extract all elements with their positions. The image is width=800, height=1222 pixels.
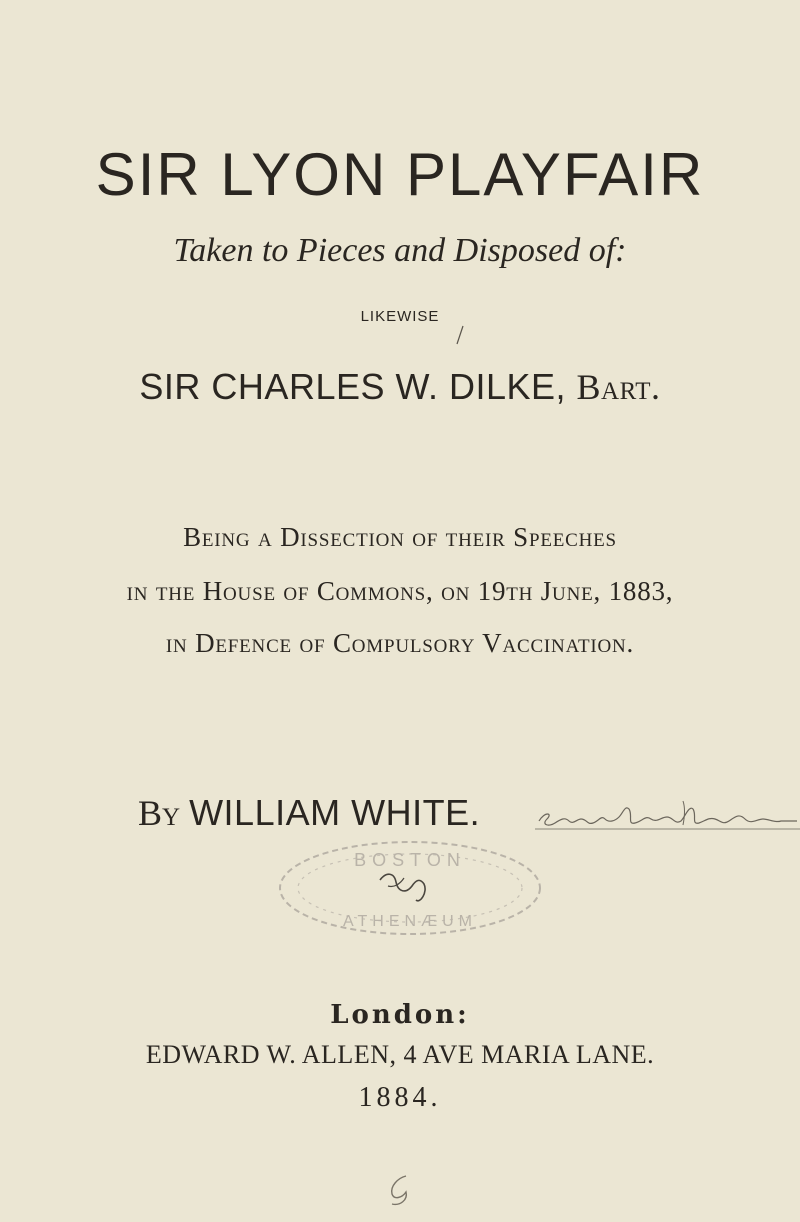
description-line-3: in Defence of Compulsory Vaccination. — [165, 628, 635, 658]
second-subject-name — [0, 366, 800, 408]
svg-text:ATHENÆUM: ATHENÆUM — [343, 913, 477, 930]
imprint-city: London: — [330, 1000, 470, 1030]
publication-year: 1884. — [358, 1082, 442, 1113]
publisher-line: EDWARD W. ALLEN, 4 AVE MARIA LANE. — [145, 1040, 655, 1069]
book-title: SIR LYON PLAYFAIR — [95, 141, 705, 208]
second-subject-main: SIR CHARLES W. DILKE, — [139, 366, 567, 407]
connector-word: LIKEWISE — [360, 308, 440, 325]
svg-text:BOSTON: BOSTON — [354, 850, 466, 870]
second-subject-suffix: Bart. — [576, 367, 661, 407]
book-subtitle: Taken to Pieces and Disposed of: — [173, 232, 627, 269]
pencil-mark — [380, 1170, 420, 1210]
pencil-tick-mark — [454, 325, 466, 345]
library-stamp — [270, 838, 550, 938]
handwritten-signature — [535, 795, 800, 835]
description-line-1: Being a Dissection of their Speeches — [183, 522, 617, 552]
author-prefix: By — [138, 793, 181, 833]
author-line — [138, 792, 480, 834]
author-name: WILLIAM WHITE. — [189, 792, 481, 833]
description-line-2: in the House of Commons, on 19th June, 1883, — [126, 576, 674, 606]
